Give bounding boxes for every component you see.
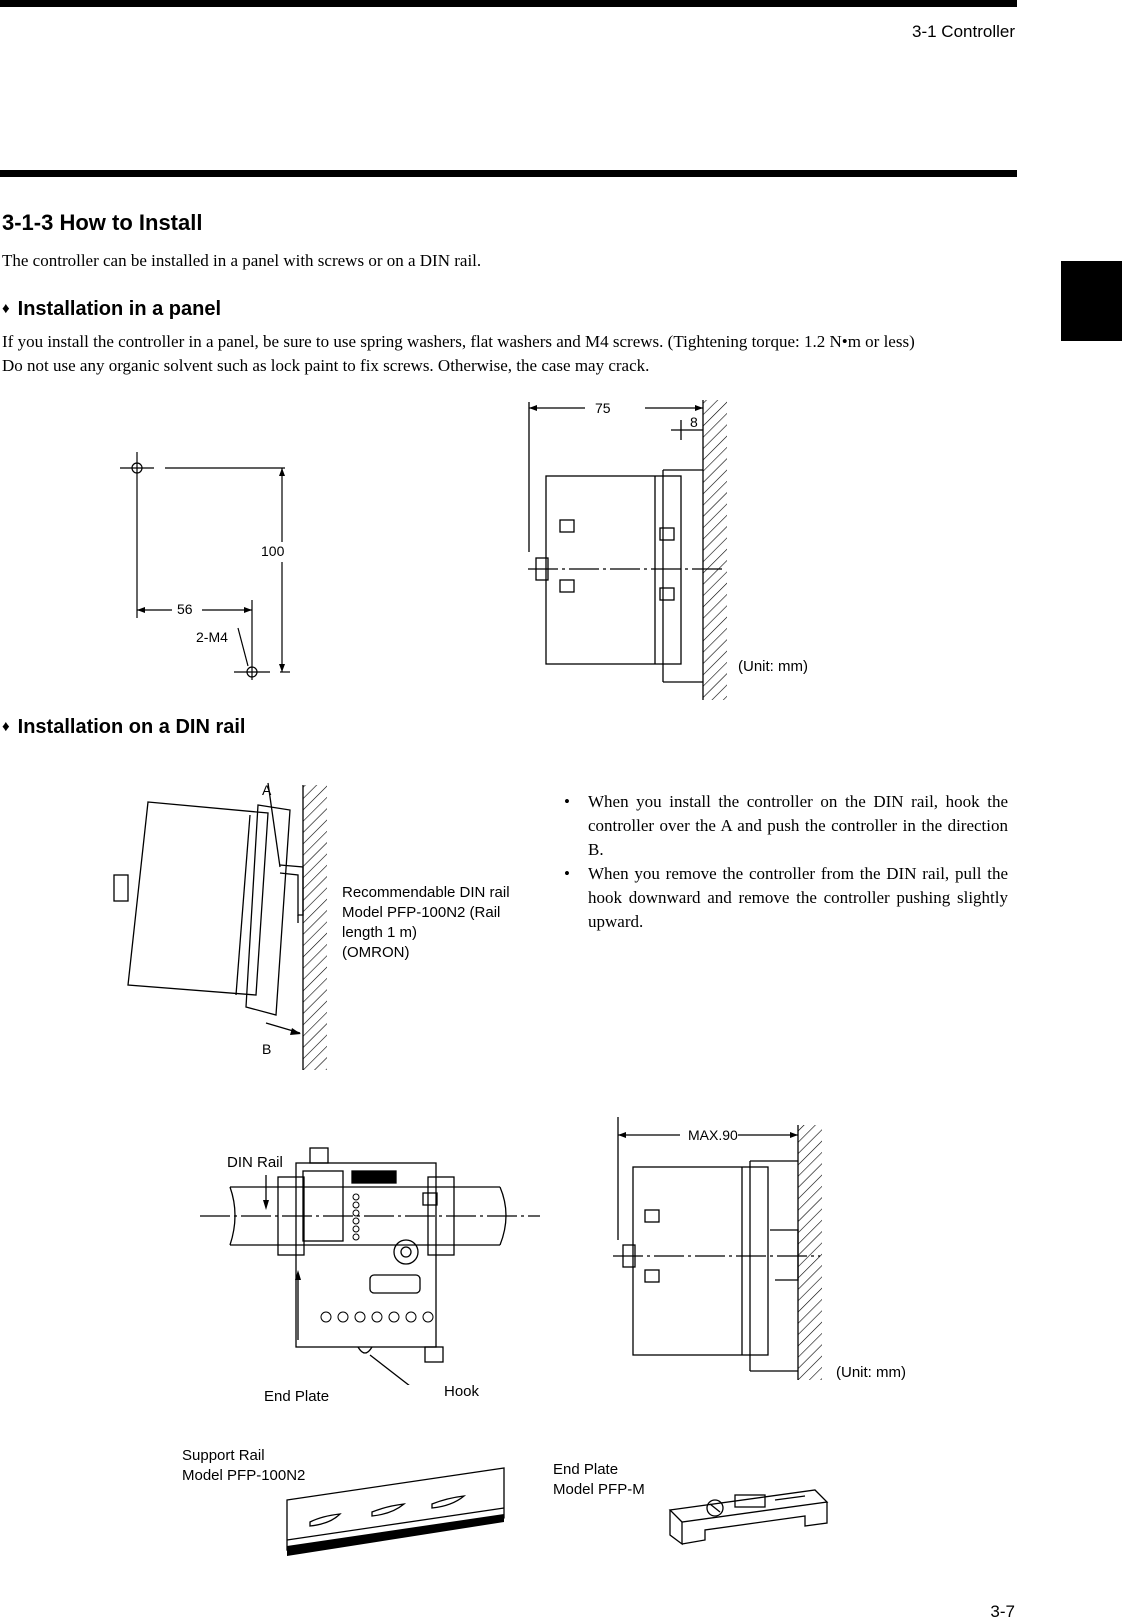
running-header: 3-1 Controller — [912, 22, 1015, 41]
panel-heading: ♦ Installation in a panel — [2, 298, 222, 320]
section-title: 3-1-3 How to Install — [2, 210, 203, 235]
mounting-hole-diagram — [110, 440, 310, 680]
rail-note: Recommendable DIN rail Model PFP-100N2 (Rail length 1 m) (OMRON) — [342, 884, 510, 961]
din-front-view-diagram — [200, 1145, 540, 1385]
support-rail-label: Support Rail Model PFP-100N2 — [182, 1447, 306, 1484]
section-intro: The controller can be installed in a panel with screws or on a DIN rail. — [2, 251, 482, 270]
panel-unit-label: (Unit: mm) — [738, 658, 808, 675]
support-rail-drawing — [282, 1460, 507, 1560]
bullet-install: • When you install the controller on the DIN rail, hook the controller over the A and push the controller in the direction B. — [564, 792, 1008, 859]
top-rule — [0, 0, 1017, 7]
din-install-diagram — [100, 775, 340, 1070]
dim-max: MAX.90 — [688, 1127, 738, 1143]
letter-b: B — [262, 1041, 272, 1057]
din-bullets — [562, 790, 1008, 934]
dim-horizontal: 56 — [177, 601, 193, 617]
dim-offset: 8 — [690, 414, 698, 430]
bullet-remove: • When you remove the controller from the DIN rail, pull the hook downward and remove the controller pushing slightly upward. — [564, 864, 1008, 931]
chapter-tab — [1061, 261, 1122, 341]
panel-side-view-diagram — [525, 400, 735, 700]
end-plate-model-label: End Plate Model PFP-M — [553, 1461, 645, 1498]
end-plate-drawing — [665, 1480, 830, 1550]
din-side-view-diagram — [610, 1115, 825, 1380]
panel-text: If you install the controller in a panel, be sure to use spring washers, flat washers and M4 screws. (Tightening torque: 1.2 N•m or less) Do not use any organic solvent such as lock paint to fix screws. Otherwise, the case may crack. — [2, 332, 915, 375]
diamond-bullet-icon: ♦ — [2, 718, 10, 735]
dim-depth: 75 — [595, 400, 611, 416]
dim-vertical: 100 — [261, 543, 285, 559]
page-number: 3-7 — [990, 1602, 1015, 1621]
diamond-bullet-icon: ♦ — [2, 300, 10, 317]
label-end-plate: End Plate — [264, 1388, 330, 1405]
header-rule — [0, 170, 1017, 177]
din-unit-label: (Unit: mm) — [836, 1364, 906, 1381]
screw-label: 2-M4 — [196, 629, 228, 645]
din-heading: ♦ Installation on a DIN rail — [2, 716, 246, 738]
label-hook: Hook — [444, 1383, 480, 1400]
letter-a: A — [262, 782, 272, 798]
label-din-rail: DIN Rail — [227, 1154, 283, 1171]
